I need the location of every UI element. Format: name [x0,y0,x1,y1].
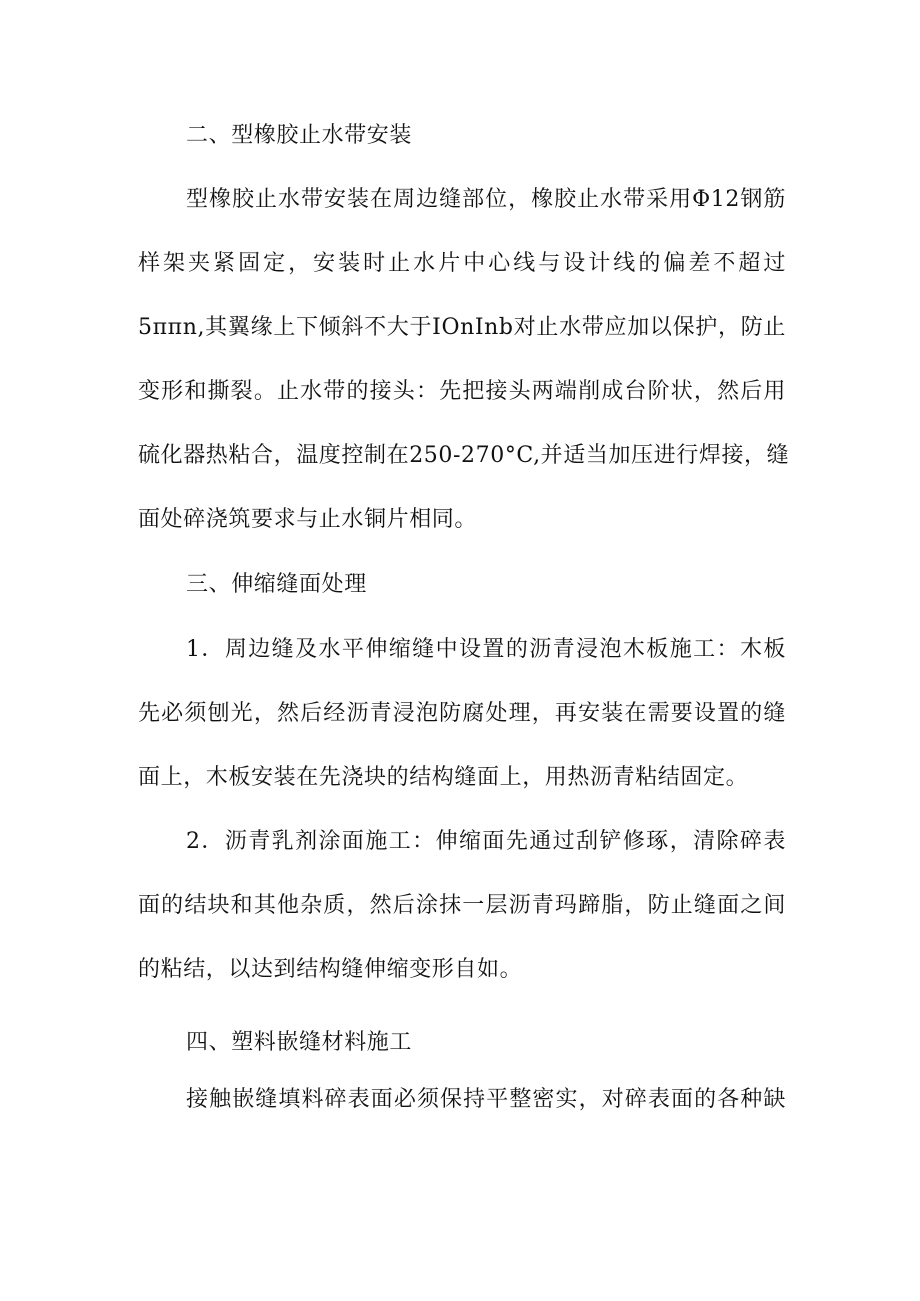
paragraph-line: 1．周边缝及水平伸缩缝中设置的沥青浸泡木板施工：木板 [186,637,786,662]
paragraph-line: 的粘结，以达到结构缝伸缩变形自如。 [138,957,523,982]
section-4-paragraph [138,1076,786,1124]
paragraph-line: 面处碎浇筑要求与止水铜片相同。 [138,507,478,532]
paragraph-line: 5ππn,其翼缘上下倾斜不大于IOnInb对止水带应加以保护，防止 [138,315,786,340]
paragraph-line: 面的结块和其他杂质，然后涂抹一层沥青玛蹄脂，防止缝面之间 [138,893,786,918]
section-3-item-1 [138,626,786,802]
paragraph-line: 变形和撕裂。止水带的接头：先把接头两端削成台阶状，然后用 [138,379,786,404]
paragraph-line: 硫化器热粘合，温度控制在250-270°C,并适当加压进行焊接，缝 [138,443,790,468]
paragraph-line: 面上，木板安装在先浇块的结构缝面上，用热沥青粘结固定。 [138,765,749,790]
section-heading-4: 四、塑料嵌缝材料施工 [186,1030,413,1055]
section-3-item-2 [138,818,786,994]
section-heading-3: 三、伸缩缝面处理 [186,572,367,597]
paragraph-line: 型橡胶止水带安装在周边缝部位，橡胶止水带采用Φ12钢筋 [186,187,786,212]
paragraph-line: 先必须刨光，然后经沥青浸泡防腐处理，再安装在需要设置的缝 [138,701,786,726]
section-heading-2: 二、型橡胶止水带安装 [186,123,413,148]
paragraph-line: 接触嵌缝填料碎表面必须保持平整密实，对碎表面的各种缺 [186,1087,786,1112]
section-2-paragraph [138,176,790,544]
paragraph-line: 样架夹紧固定，安装时止水片中心线与设计线的偏差不超过 [138,251,786,276]
paragraph-line: 2．沥青乳剂涂面施工：伸缩面先通过刮铲修琢，清除碎表 [186,829,786,854]
